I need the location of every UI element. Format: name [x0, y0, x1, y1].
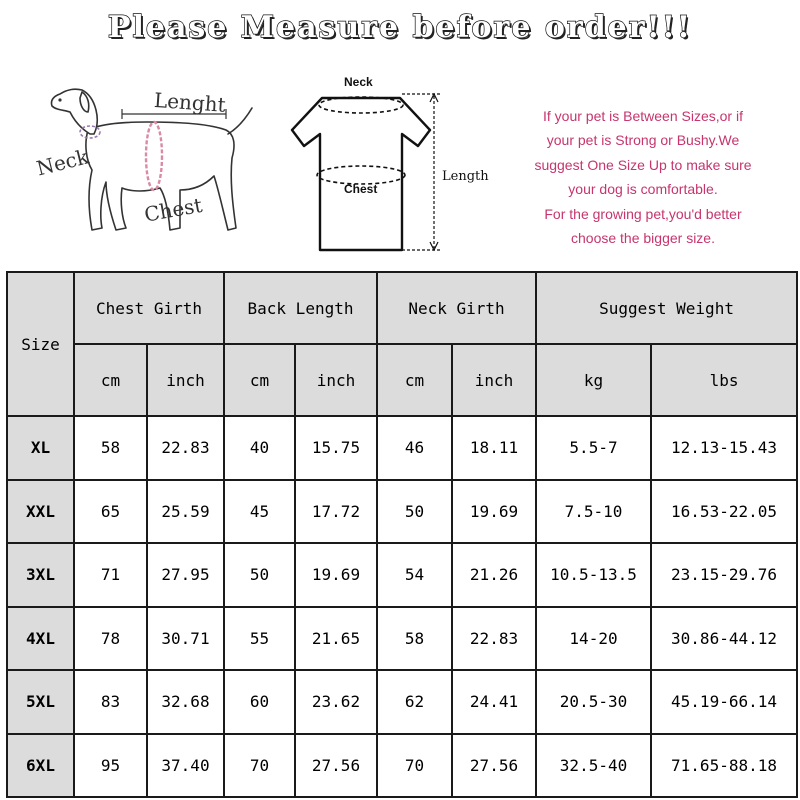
sizing-advice: [498, 104, 788, 250]
group-header-neck-girth: Neck Girth: [377, 272, 536, 344]
shirt-chest-label: Chest: [344, 182, 378, 196]
table-cell: 15.75: [295, 416, 377, 480]
unit-header: lbs: [651, 344, 797, 416]
table-cell: 30.71: [147, 607, 224, 671]
table-cell: 71.65-88.18: [651, 734, 797, 798]
table-cell: 71: [74, 543, 147, 607]
table-cell: 27.56: [295, 734, 377, 798]
table-cell: 32.68: [147, 670, 224, 734]
size-label-cell: 5XL: [7, 670, 74, 734]
table-cell: 16.53-22.05: [651, 480, 797, 544]
size-chart-table: [6, 271, 798, 798]
dog-chest-label: Chest: [142, 192, 205, 227]
table-cell: 7.5-10: [536, 480, 651, 544]
table-cell: 62: [377, 670, 452, 734]
table-row: [7, 734, 797, 798]
advice-line: your dog is comfortable.: [568, 181, 718, 198]
table-cell: 21.26: [452, 543, 536, 607]
table-cell: 45.19-66.14: [651, 670, 797, 734]
dog-measurement-diagram: [30, 78, 260, 258]
shirt-neck-label: Neck: [344, 75, 373, 89]
table-cell: 10.5-13.5: [536, 543, 651, 607]
advice-line: For the growing pet,you'd better: [544, 205, 742, 222]
unit-header: inch: [295, 344, 377, 416]
table-row: [7, 670, 797, 734]
unit-header: cm: [377, 344, 452, 416]
table-cell: 21.65: [295, 607, 377, 671]
unit-header: inch: [147, 344, 224, 416]
unit-header: cm: [224, 344, 295, 416]
table-cell: 40: [224, 416, 295, 480]
table-cell: 65: [74, 480, 147, 544]
advice-line: If your pet is Between Sizes,or if: [543, 108, 743, 124]
table-cell: 19.69: [295, 543, 377, 607]
table-row: [7, 543, 797, 607]
dog-neck-label: Neck: [34, 144, 91, 181]
table-cell: 30.86-44.12: [651, 607, 797, 671]
table-cell: 23.15-29.76: [651, 543, 797, 607]
table-cell: 25.59: [147, 480, 224, 544]
page-title: Please Measure before order!!!: [107, 10, 693, 45]
table-cell: 32.5-40: [536, 734, 651, 798]
table-row: [7, 480, 797, 544]
table-cell: 50: [224, 543, 295, 607]
table-cell: 20.5-30: [536, 670, 651, 734]
shirt-length-label: Length: [442, 169, 489, 184]
table-cell: 55: [224, 607, 295, 671]
table-cell: 54: [377, 543, 452, 607]
table-cell: 83: [74, 670, 147, 734]
table-cell: 27.95: [147, 543, 224, 607]
table-cell: 19.69: [452, 480, 536, 544]
size-label-cell: 6XL: [7, 734, 74, 798]
group-header-back-length: Back Length: [224, 272, 377, 344]
table-cell: 60: [224, 670, 295, 734]
table-cell: 27.56: [452, 734, 536, 798]
size-label-cell: 4XL: [7, 607, 74, 671]
unit-header: cm: [74, 344, 147, 416]
table-cell: 78: [74, 607, 147, 671]
advice-line: suggest One Size Up to make sure: [534, 156, 752, 173]
size-column-header: Size: [7, 272, 74, 416]
table-cell: 23.62: [295, 670, 377, 734]
table-cell: 95: [74, 734, 147, 798]
size-label-cell: 3XL: [7, 543, 74, 607]
table-cell: 12.13-15.43: [651, 416, 797, 480]
unit-header: inch: [452, 344, 536, 416]
table-cell: 17.72: [295, 480, 377, 544]
table-cell: 70: [377, 734, 452, 798]
table-cell: 46: [377, 416, 452, 480]
table-cell: 58: [74, 416, 147, 480]
table-cell: 5.5-7: [536, 416, 651, 480]
shirt-measurement-diagram: [280, 72, 490, 262]
table-cell: 58: [377, 607, 452, 671]
table-row: [7, 607, 797, 671]
group-header-suggest-weight: Suggest Weight: [536, 272, 797, 344]
table-cell: 14-20: [536, 607, 651, 671]
group-header-chest-girth: Chest Girth: [74, 272, 224, 344]
table-cell: 50: [377, 480, 452, 544]
unit-header: kg: [536, 344, 651, 416]
dog-length-label: Lenght: [153, 87, 227, 117]
table-cell: 45: [224, 480, 295, 544]
advice-line: your pet is Strong or Bushy.We: [546, 132, 740, 149]
size-label-cell: XXL: [7, 480, 74, 544]
table-cell: 22.83: [147, 416, 224, 480]
table-cell: 24.41: [452, 670, 536, 734]
table-cell: 18.11: [452, 416, 536, 480]
advice-line: choose the bigger size.: [571, 230, 715, 247]
table-cell: 37.40: [147, 734, 224, 798]
table-cell: 22.83: [452, 607, 536, 671]
size-label-cell: XL: [7, 416, 74, 480]
table-row: [7, 416, 797, 480]
table-cell: 70: [224, 734, 295, 798]
